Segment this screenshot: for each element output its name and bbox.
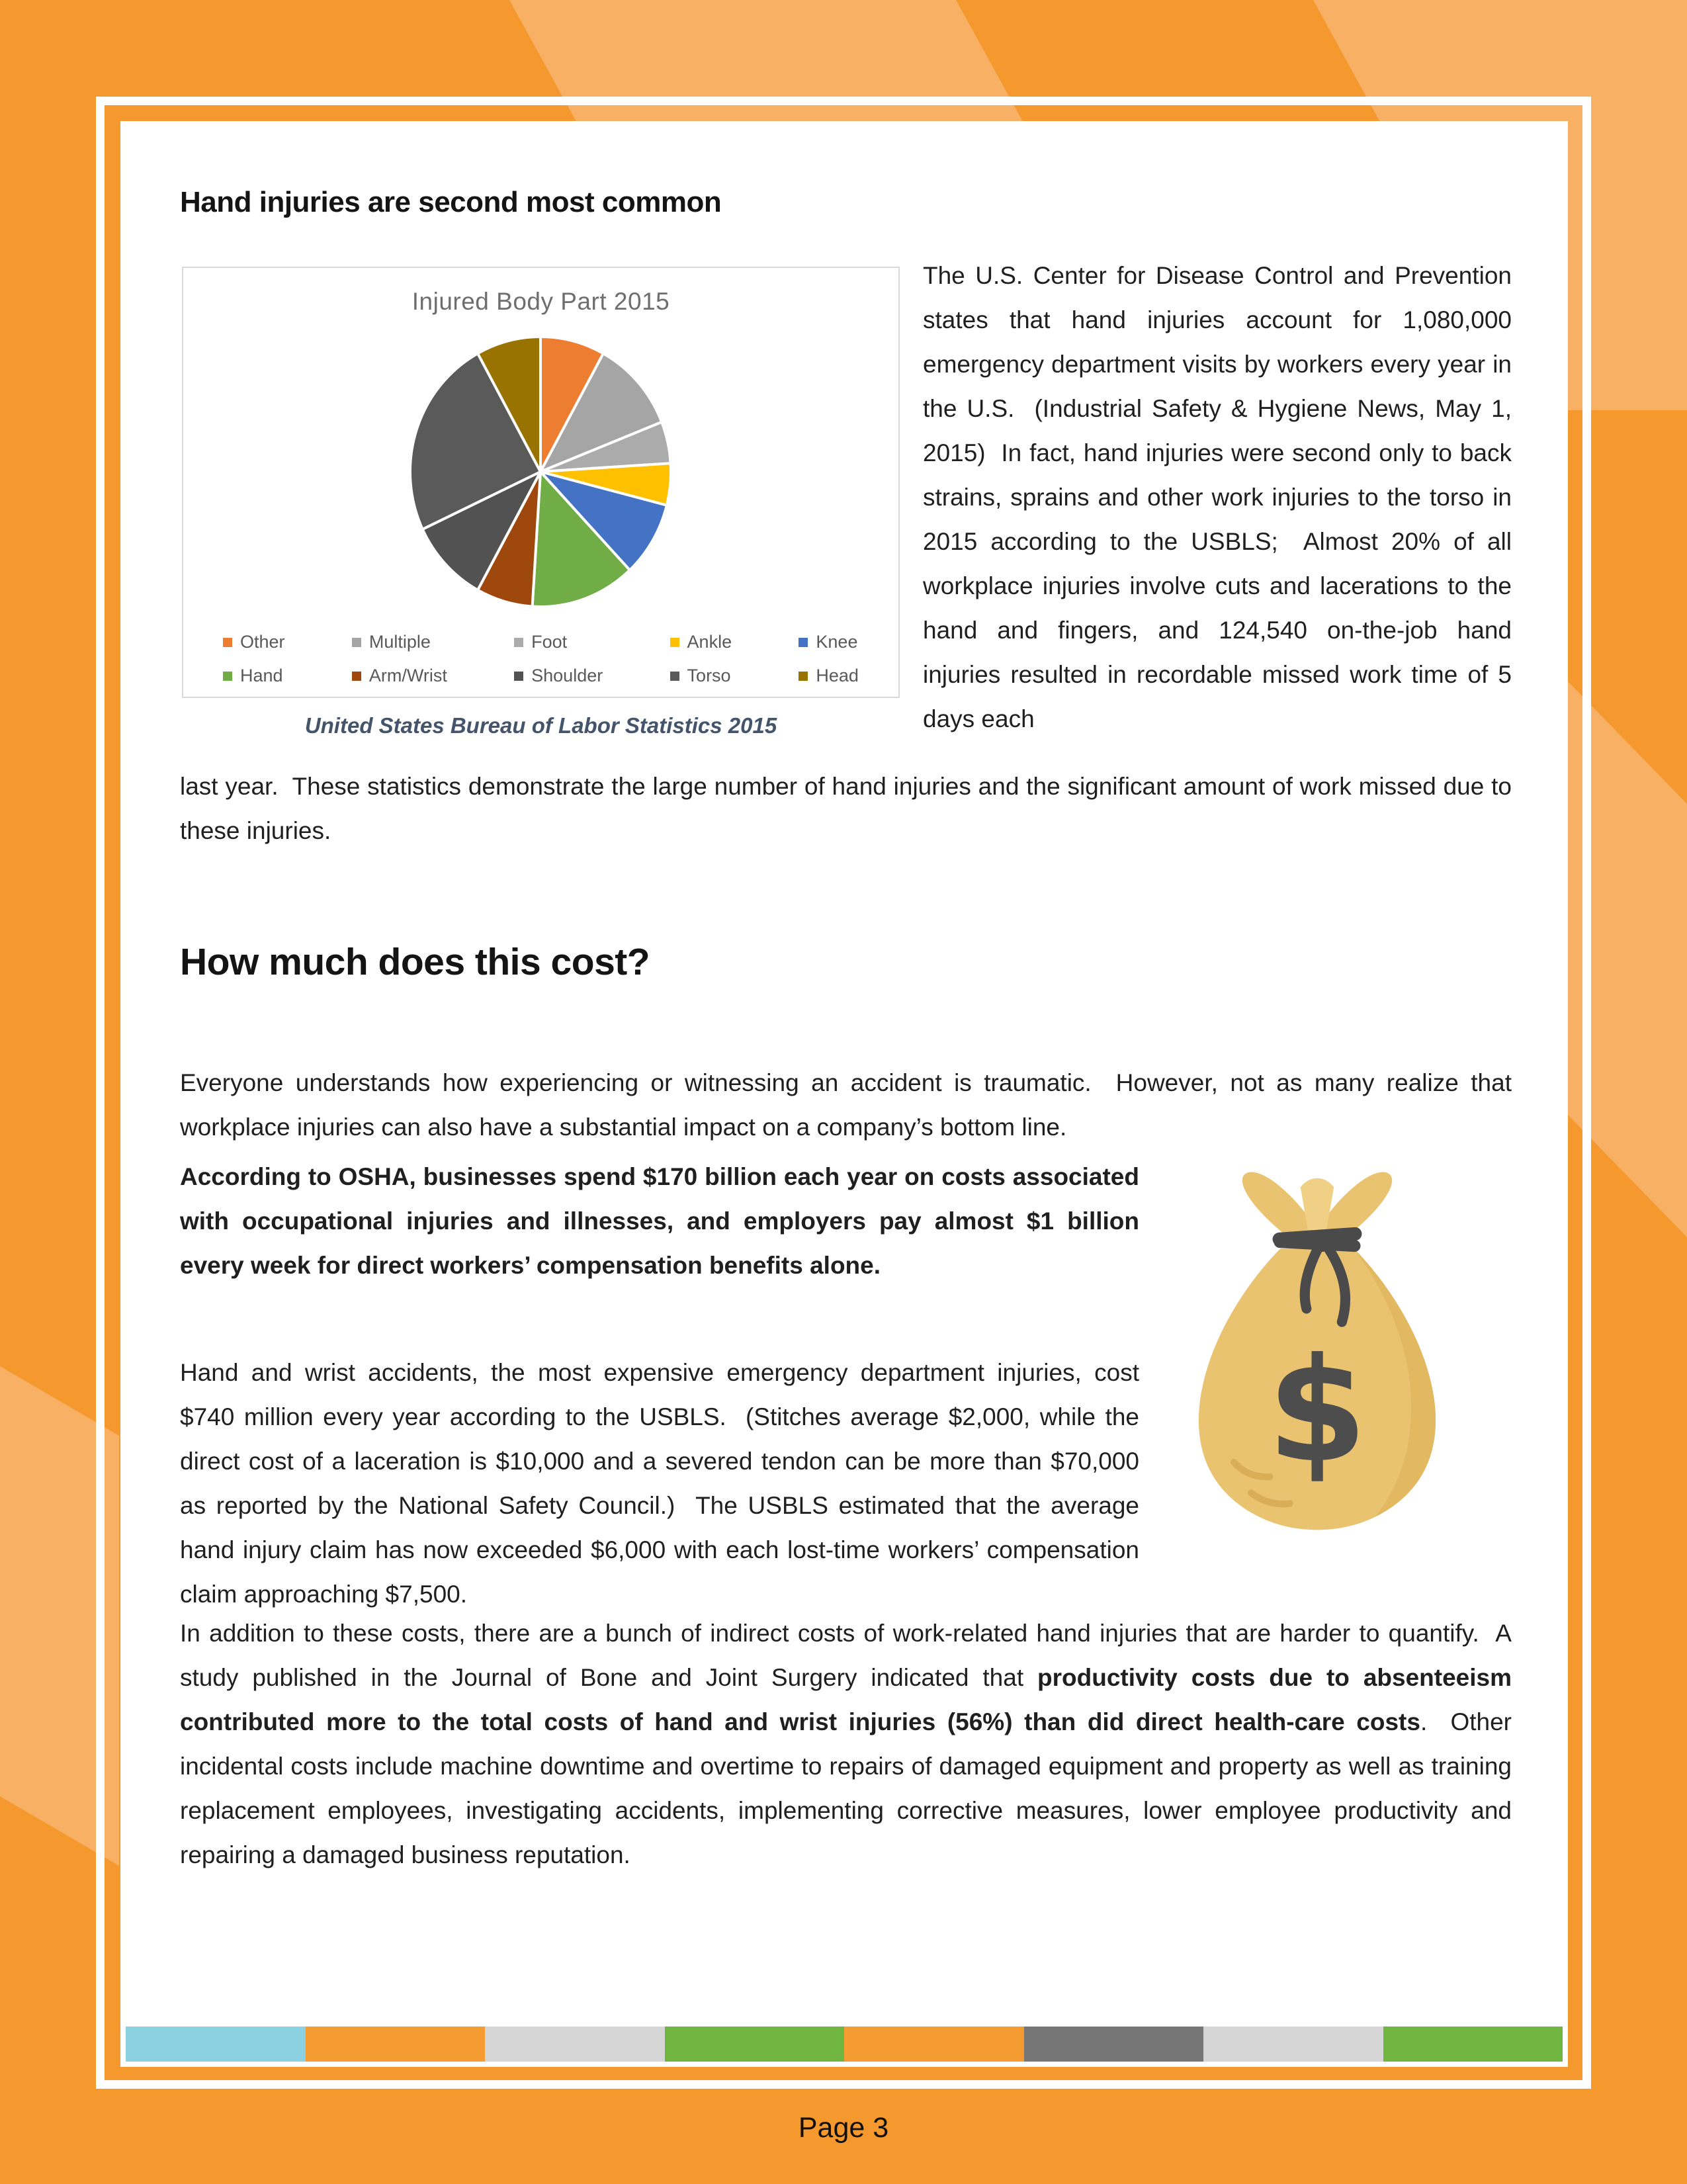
color-strip-segment (306, 2027, 486, 2062)
color-strip-segment (485, 2027, 665, 2062)
chart-legend (183, 632, 898, 686)
legend-label: Arm/Wrist (368, 666, 447, 685)
legend-item-other (223, 632, 285, 652)
legend-label: Hand (240, 666, 283, 685)
pie-chart-area (183, 331, 898, 612)
legend-swatch (799, 672, 808, 681)
color-strip-segment (1383, 2027, 1563, 2062)
color-strip-segment (844, 2027, 1024, 2062)
bold-text-run: productivity costs due to absenteeism contributed more to the total costs of hand and wrist injuries (56%) than did direct health-care costs (180, 1664, 1519, 1735)
section-heading-cost: How much does this cost? (180, 941, 650, 983)
legend-swatch (670, 672, 679, 681)
legend-item-knee (799, 632, 859, 652)
paragraph-osha-bold: According to OSHA, businesses spend $170 billion each year on costs associated with occupational injuries and illnesses, and employers pay almost $1 billion every week for direct workers’ compensation benefits alone. (180, 1163, 1146, 1279)
legend-swatch (670, 638, 679, 647)
legend-swatch (352, 638, 361, 647)
legend-swatch (352, 672, 361, 681)
legend-item-head (799, 666, 859, 686)
legend-label: Ankle (687, 632, 732, 652)
legend-label: Multiple (368, 632, 431, 652)
legend-label: Foot (531, 632, 568, 652)
legend-label: Torso (687, 666, 731, 685)
legend-item-hand (223, 666, 285, 686)
legend-label: Head (816, 666, 859, 685)
legend-swatch (223, 638, 232, 647)
section-heading-hand-injuries: Hand injuries are second most common (180, 186, 722, 218)
pie-chart-figure (182, 267, 900, 698)
legend-swatch (799, 638, 808, 647)
legend-swatch (223, 672, 232, 681)
legend-label: Other (240, 632, 285, 652)
page-number: Page 3 (798, 2112, 889, 2144)
text-run: . Other incidental costs include machine downtime and overtime to repairs of damaged equipment and property as well as training replacement employees, investigating accidents, implementing corrective measures, lower employee productivity and repairing a damaged business reputation. (180, 1708, 1519, 1868)
legend-item-arm-wrist (352, 666, 447, 686)
legend-swatch (514, 672, 523, 681)
paragraph-indirect-costs (180, 1611, 1519, 1877)
chart-title: Injured Body Part 2015 (411, 288, 670, 315)
text-run: In addition to these costs, there are a bunch of indirect costs of work-related hand injuries that are harder to quantify. A study published in the Journal of Bone and Joint Surgery indicated that (180, 1620, 1519, 1691)
color-strip-segment (1024, 2027, 1204, 2062)
color-strip-segment (665, 2027, 845, 2062)
legend-item-multiple (352, 632, 447, 652)
legend-label: Knee (816, 632, 858, 652)
dollar-sign: $ (1267, 1327, 1367, 1495)
color-strip-segment (1203, 2027, 1383, 2062)
chart-source-caption: United States Bureau of Labor Statistics 2015 (304, 713, 777, 738)
color-strip-segment (126, 2027, 306, 2062)
paragraph-hand-wrist-costs: Hand and wrist accidents, the most expensive emergency department injuries, cost $740 million every year according to the USBLS. (Stitches average $2,000, while the direct cost of a laceration is $10,000 and a severed tendon can be more than $70,000 as reported by the National Safety Council.) The USBLS estimated that the average hand injury claim has now exceeded $6,000 with each lost-time workers’ compensation claim approaching $7,500. (180, 1359, 1146, 1608)
legend-swatch (514, 638, 523, 647)
legend-item-ankle (670, 632, 732, 652)
legend-label: Shoulder (531, 666, 603, 685)
paragraph-intro-continuation: last year. These statistics demonstrate the large number of hand injuries and the significant amount of work missed due to these injuries. (180, 773, 1519, 844)
legend-item-shoulder (514, 666, 603, 686)
legend-item-torso (670, 666, 732, 686)
paragraph-everyone-understands: Everyone understands how experiencing or witnessing an accident is traumatic. However, not as many realize that workplace injuries can also have a substantial impact on a company’s bottom line. (180, 1069, 1519, 1141)
footer-color-strip (126, 2027, 1563, 2062)
legend-item-foot (514, 632, 603, 652)
paragraph-intro-right-column: The U.S. Center for Disease Control and Prevention states that hand injuries account for 1,080,000 emergency department visits by workers every year in the U.S. (Industrial Safety & Hygiene News, May 1, 2015) In fact, hand injuries were second only to back strains, sprains and other work injuries to the torso in 2015 according to the USBLS; Almost 20% of all workplace injuries involve cuts and lacerations to the hand and fingers, and 124,540 on-the-job hand injuries resulted in recordable missed work time of 5 days each (923, 262, 1519, 732)
content-panel (120, 121, 1568, 2067)
pie-chart (183, 331, 898, 612)
money-bag-icon (1171, 1163, 1463, 1544)
